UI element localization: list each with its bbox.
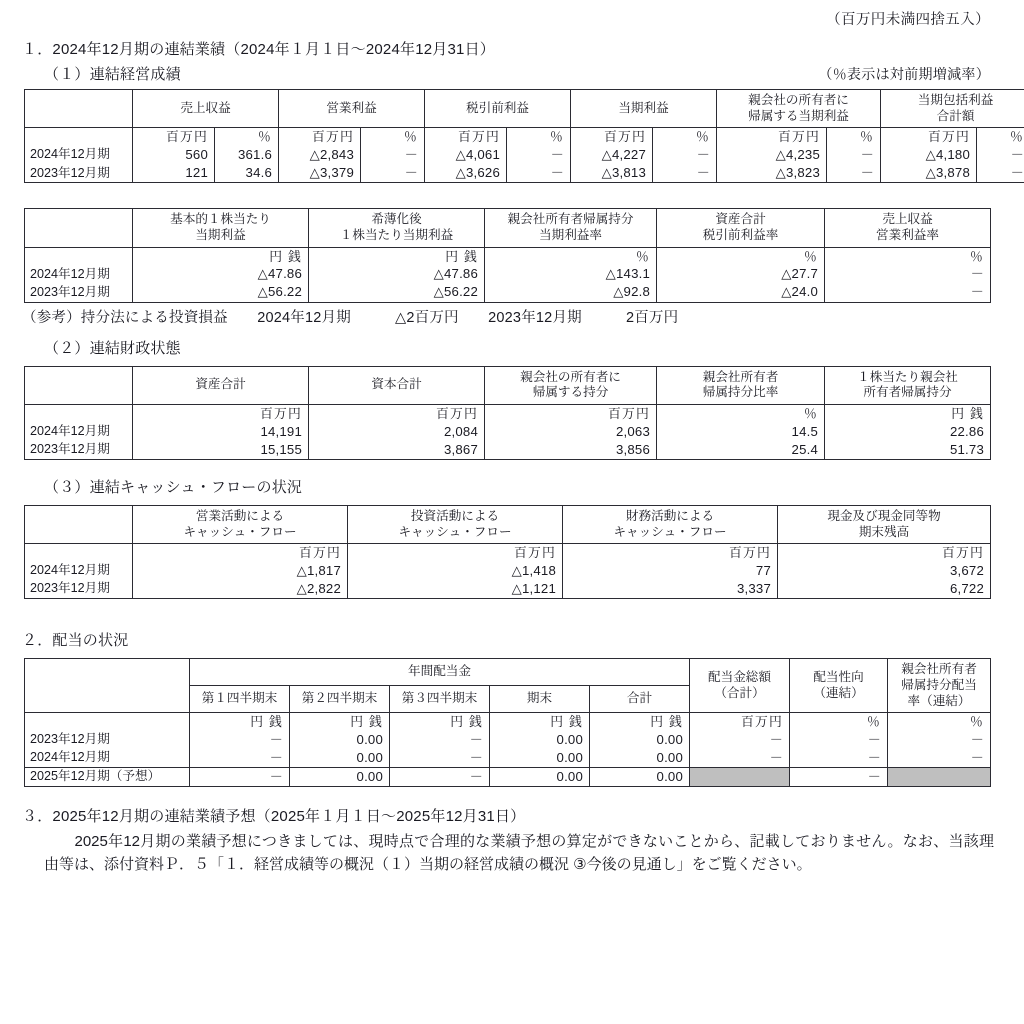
row-label: 2024年12月期 — [25, 146, 133, 164]
row-label: 2024年12月期 — [25, 423, 133, 441]
cell-value: － — [690, 731, 790, 749]
cell-value: － — [507, 146, 571, 164]
cell-value-disabled — [690, 768, 790, 787]
equity-method-period-2: 2023年12月期 — [488, 309, 582, 326]
equity-method-value-2: 2百万円 — [625, 309, 679, 326]
col-header-bps: １株当たり親会社 所有者帰属持分 — [825, 366, 991, 404]
cell-value: － — [390, 749, 490, 768]
cell-value: 0.00 — [290, 768, 390, 787]
cell-value: 0.00 — [590, 768, 690, 787]
unit-cell: ％ — [977, 128, 1024, 146]
col-header-q2-end: 第２四半期末 — [290, 686, 390, 713]
cell-value: － — [825, 265, 991, 283]
cell-value: － — [653, 164, 717, 183]
cell-value: △3,379 — [279, 164, 361, 183]
cell-value: 560 — [133, 146, 215, 164]
col-header-operating-cashflow: 営業活動による キャッシュ・フロー — [133, 505, 348, 543]
section-1-3-heading: （３）連結キャッシュ・フローの状況 — [44, 478, 303, 496]
col-header-financing-cashflow: 財務活動による キャッシュ・フロー — [563, 505, 778, 543]
cell-value: － — [690, 749, 790, 768]
unit-cell: ％ — [485, 247, 657, 265]
table-row — [25, 441, 991, 460]
table-unit-row — [25, 713, 991, 731]
section-1-heading: １．2024年12月期の連結業績（2024年１月１日～2024年12月31日） — [22, 41, 495, 58]
table-header-row-top — [25, 659, 991, 686]
table-row — [25, 146, 1024, 164]
cell-value: 3,867 — [309, 441, 485, 460]
section-1-2-heading: （２）連結財政状態 — [44, 339, 181, 357]
cell-value: 34.6 — [215, 164, 279, 183]
table-header-row — [25, 366, 991, 404]
dividend-status-table — [24, 658, 991, 787]
col-header-equity-ratio: 親会社所有者 帰属持分比率 — [657, 366, 825, 404]
unit-cell: 百万円 — [425, 128, 507, 146]
col-header-profit-attributable-owners: 親会社の所有者に 帰属する当期利益 — [717, 90, 881, 128]
table-unit-row — [25, 544, 991, 562]
cell-value: 15,155 — [133, 441, 309, 460]
cell-value: 121 — [133, 164, 215, 183]
unit-cell: 百万円 — [881, 128, 977, 146]
unit-cell: ％ — [825, 247, 991, 265]
cell-value: △92.8 — [485, 283, 657, 302]
table-row — [25, 283, 991, 302]
col-header-annual-dividend-group: 年間配当金 — [190, 659, 690, 686]
cell-value: 3,337 — [563, 580, 778, 599]
cell-value: △27.7 — [657, 265, 825, 283]
cell-value: △1,418 — [348, 562, 563, 580]
cell-value: － — [977, 164, 1024, 183]
cell-value: － — [827, 146, 881, 164]
cell-value: △2,822 — [133, 580, 348, 599]
equity-method-note — [0, 303, 1024, 327]
row-label: 2023年12月期 — [25, 731, 190, 749]
cell-value: － — [790, 749, 888, 768]
table-row — [25, 562, 991, 580]
unit-cell: 円 銭 — [825, 405, 991, 423]
col-header-equity-attributable-owners: 親会社の所有者に 帰属する持分 — [485, 366, 657, 404]
unit-cell: ％ — [790, 713, 888, 731]
col-header-pretax-profit: 税引前利益 — [425, 90, 571, 128]
unit-row-label — [25, 247, 133, 265]
unit-cell: 百万円 — [133, 128, 215, 146]
row-label: 2025年12月期（予想） — [25, 768, 190, 787]
unit-row-label — [25, 405, 133, 423]
table-header-row — [25, 209, 991, 247]
cell-value: － — [390, 768, 490, 787]
table-corner-cell — [25, 505, 133, 543]
table-row-forecast — [25, 768, 991, 787]
unit-row-label — [25, 713, 190, 731]
col-header-operating-margin: 売上収益 営業利益率 — [825, 209, 991, 247]
row-label: 2023年12月期 — [25, 283, 133, 302]
unit-cell: 百万円 — [279, 128, 361, 146]
row-label: 2024年12月期 — [25, 562, 133, 580]
cell-value: 14,191 — [133, 423, 309, 441]
cell-value: 361.6 — [215, 146, 279, 164]
cell-value: 14.5 — [657, 423, 825, 441]
cell-value: － — [653, 146, 717, 164]
cell-value: △3,878 — [881, 164, 977, 183]
cell-value: － — [977, 146, 1024, 164]
col-header-basic-eps: 基本的１株当たり 当期利益 — [133, 209, 309, 247]
col-header-total-equity: 資本合計 — [309, 366, 485, 404]
table-unit-row — [25, 405, 991, 423]
cell-value: △143.1 — [485, 265, 657, 283]
cell-value: － — [361, 164, 425, 183]
table-header-row — [25, 505, 991, 543]
table-header-row — [25, 90, 1024, 128]
unit-cell: ％ — [657, 247, 825, 265]
table-corner-cell — [25, 366, 133, 404]
cell-value: 25.4 — [657, 441, 825, 460]
cell-value: 3,856 — [485, 441, 657, 460]
cell-value: － — [507, 164, 571, 183]
cell-value: 0.00 — [590, 731, 690, 749]
unit-cell: 円 銭 — [290, 713, 390, 731]
cell-value: － — [390, 731, 490, 749]
row-label: 2023年12月期 — [25, 441, 133, 460]
cell-value: △4,180 — [881, 146, 977, 164]
col-header-investing-cashflow: 投資活動による キャッシュ・フロー — [348, 505, 563, 543]
unit-cell: 百万円 — [717, 128, 827, 146]
cell-value: － — [790, 768, 888, 787]
unit-cell: 百万円 — [348, 544, 563, 562]
unit-cell: 円 銭 — [309, 247, 485, 265]
cell-value: △56.22 — [309, 283, 485, 302]
col-header-year-end: 期末 — [490, 686, 590, 713]
cell-value: － — [190, 768, 290, 787]
col-header-comprehensive-income: 当期包括利益 合計額 — [881, 90, 1024, 128]
unit-row-label — [25, 544, 133, 562]
cell-value: － — [827, 164, 881, 183]
cell-value: △56.22 — [133, 283, 309, 302]
unit-cell: ％ — [888, 713, 991, 731]
unit-cell: ％ — [215, 128, 279, 146]
unit-cell: 百万円 — [309, 405, 485, 423]
unit-cell: 百万円 — [563, 544, 778, 562]
cell-value: △47.86 — [133, 265, 309, 283]
cell-value: △4,235 — [717, 146, 827, 164]
col-header-total-assets: 資産合計 — [133, 366, 309, 404]
unit-row-label — [25, 128, 133, 146]
col-header-revenue: 売上収益 — [133, 90, 279, 128]
cell-value: △4,061 — [425, 146, 507, 164]
section-1-1-rate-note: （％表示は対前期増減率） — [818, 66, 990, 82]
per-share-ratios-table — [24, 208, 991, 302]
table-unit-row — [25, 128, 1024, 146]
unit-cell: ％ — [507, 128, 571, 146]
cell-value: 0.00 — [290, 749, 390, 768]
cell-value: 0.00 — [490, 768, 590, 787]
table-corner-cell — [25, 659, 190, 713]
unit-cell: 百万円 — [485, 405, 657, 423]
unit-cell: 円 銭 — [390, 713, 490, 731]
unit-cell: ％ — [653, 128, 717, 146]
table-row — [25, 580, 991, 599]
cell-value: － — [361, 146, 425, 164]
consolidated-results-table — [24, 89, 1024, 183]
unit-cell: ％ — [657, 405, 825, 423]
unit-cell: 円 銭 — [490, 713, 590, 731]
unit-cell: 百万円 — [133, 544, 348, 562]
col-header-dividend-on-equity: 親会社所有者 帰属持分配当 率（連結） — [888, 659, 991, 713]
equity-method-period-1: 2024年12月期 — [257, 309, 351, 326]
section-1-1-heading: （１）連結経営成績 — [44, 66, 181, 83]
cell-value: 2,063 — [485, 423, 657, 441]
cell-value: △24.0 — [657, 283, 825, 302]
equity-method-value-1: △2百万円 — [395, 309, 459, 326]
rounding-note: （百万円未満四捨五入） — [826, 12, 990, 28]
section-2-heading: ２．配当の状況 — [22, 632, 129, 650]
col-header-total: 合計 — [590, 686, 690, 713]
table-corner-cell — [25, 209, 133, 247]
col-header-total-dividends: 配当金総額 （合計） — [690, 659, 790, 713]
table-unit-row — [25, 247, 991, 265]
cell-value: 3,672 — [778, 562, 991, 580]
row-label: 2023年12月期 — [25, 164, 133, 183]
row-label: 2024年12月期 — [25, 749, 190, 768]
col-header-payout-ratio: 配当性向 （連結） — [790, 659, 888, 713]
table-row — [25, 164, 1024, 183]
table-row — [25, 423, 991, 441]
cell-value: 0.00 — [490, 731, 590, 749]
cell-value: △3,813 — [571, 164, 653, 183]
table-row — [25, 749, 991, 768]
table-row — [25, 265, 991, 283]
col-header-operating-profit: 営業利益 — [279, 90, 425, 128]
section-3-heading: ３．2025年12月期の連結業績予想（2025年１月１日～2025年12月31日） — [22, 808, 526, 826]
cell-value: 6,722 — [778, 580, 991, 599]
unit-cell: 百万円 — [133, 405, 309, 423]
cell-value: △3,823 — [717, 164, 827, 183]
col-header-cash-equivalents-end: 現金及び現金同等物 期末残高 — [778, 505, 991, 543]
cell-value: △4,227 — [571, 146, 653, 164]
unit-cell: 百万円 — [778, 544, 991, 562]
col-header-q1-end: 第１四半期末 — [190, 686, 290, 713]
cell-value: 0.00 — [490, 749, 590, 768]
cell-value: △3,626 — [425, 164, 507, 183]
financial-position-table — [24, 366, 991, 460]
unit-cell: 百万円 — [571, 128, 653, 146]
col-header-net-profit: 当期利益 — [571, 90, 717, 128]
unit-cell: 円 銭 — [190, 713, 290, 731]
cash-flow-table — [24, 505, 991, 599]
unit-cell: 円 銭 — [133, 247, 309, 265]
cell-value: － — [888, 731, 991, 749]
table-corner-cell — [25, 90, 133, 128]
cell-value: △1,121 — [348, 580, 563, 599]
col-header-roe: 親会社所有者帰属持分 当期利益率 — [485, 209, 657, 247]
unit-cell: ％ — [827, 128, 881, 146]
cell-value: 77 — [563, 562, 778, 580]
cell-value: △2,843 — [279, 146, 361, 164]
cell-value: － — [790, 731, 888, 749]
unit-cell: 百万円 — [690, 713, 790, 731]
section-1-1-header-row — [0, 59, 1024, 84]
table-row — [25, 731, 991, 749]
cell-value: 2,084 — [309, 423, 485, 441]
unit-cell: ％ — [361, 128, 425, 146]
cell-value: △47.86 — [309, 265, 485, 283]
cell-value: 22.86 — [825, 423, 991, 441]
cell-value-disabled — [888, 768, 991, 787]
cell-value: － — [190, 749, 290, 768]
equity-method-prefix: （参考）持分法による投資損益 — [22, 309, 228, 326]
cell-value: 0.00 — [590, 749, 690, 768]
unit-cell: 円 銭 — [590, 713, 690, 731]
row-label: 2024年12月期 — [25, 265, 133, 283]
cell-value: － — [825, 283, 991, 302]
section-3-body: 2025年12月期の業績予想につきましては、現時点で合理的な業績予想の算定ができないことから、記載しておりません。なお、当該理由等は、添付資料Ｐ．５「１．経営成績等の概況（１）当期の経営成績の概況 ③今後の見通し」をご覧ください。 — [44, 833, 994, 873]
cell-value: 51.73 — [825, 441, 991, 460]
col-header-roa: 資産合計 税引前利益率 — [657, 209, 825, 247]
cell-value: － — [888, 749, 991, 768]
col-header-q3-end: 第３四半期末 — [390, 686, 490, 713]
row-label: 2023年12月期 — [25, 580, 133, 599]
cell-value: △1,817 — [133, 562, 348, 580]
cell-value: 0.00 — [290, 731, 390, 749]
cell-value: － — [190, 731, 290, 749]
col-header-diluted-eps: 希薄化後 １株当たり当期利益 — [309, 209, 485, 247]
